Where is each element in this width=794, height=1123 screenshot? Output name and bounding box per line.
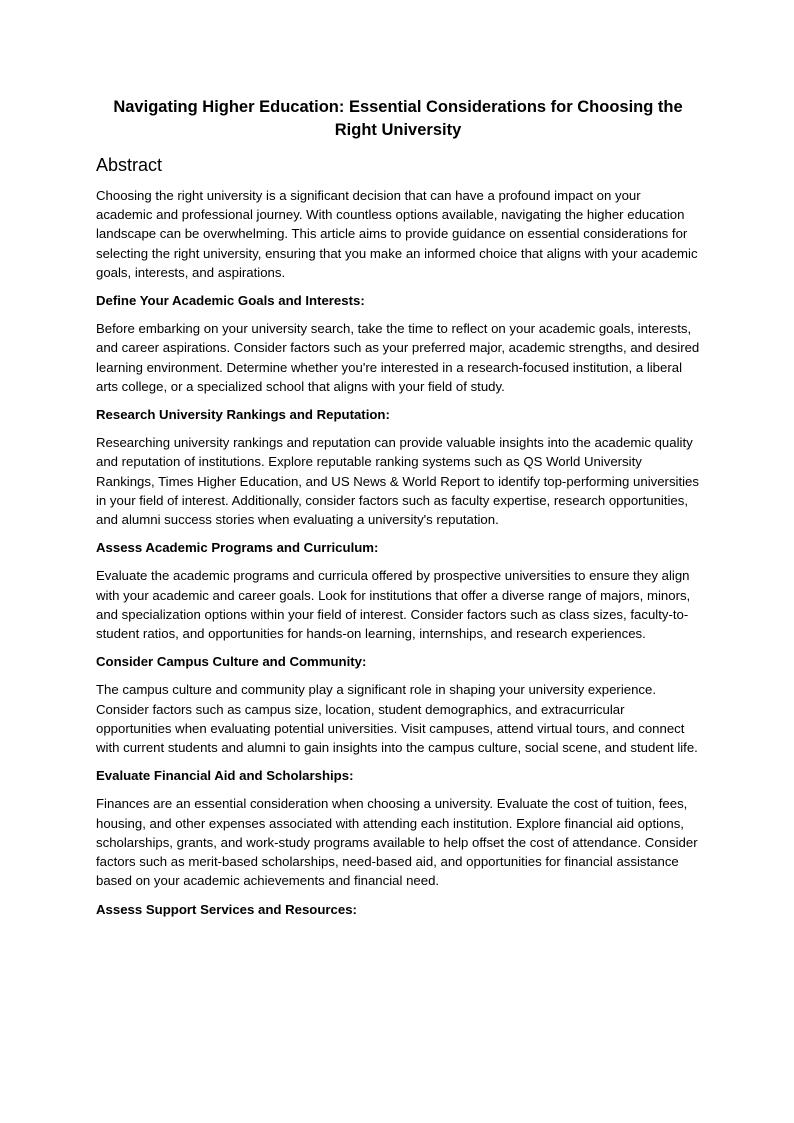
abstract-paragraph: Choosing the right university is a significant decision that can have a profound impact on your academic and professional journey. With countless options available, navigating the higher education landscape can be overwhelming. This article aims to provide guidance on essential considerations for selecting the right university, ensuring that you make an informed choice that aligns with your academic goals, interests, and aspirations. — [96, 188, 698, 280]
abstract-heading: Abstract — [96, 155, 163, 175]
section-heading: Evaluate Financial Aid and Scholarships: — [96, 768, 354, 784]
section-campus-culture — [96, 652, 700, 757]
section-body: Evaluate the academic programs and curricula offered by prospective universities to ensure they align with your academic and career goals. Look for institutions that offer a diverse range of majors, minors, and specialization options within your field of interest. Consider factors such as class sizes, faculty-to-student ratios, and opportunities for hands-on learning, internships, and research experiences. — [96, 568, 691, 642]
section-rankings — [96, 405, 700, 529]
section-financial-aid — [96, 766, 700, 890]
section-heading: Assess Support Services and Resources: — [96, 901, 357, 917]
section-heading: Assess Academic Programs and Curriculum: — [96, 540, 379, 556]
section-body: The campus culture and community play a significant role in shaping your university experience. Consider factors such as campus size, location, student demographics, and extracurricular opportunities when evaluating potential universities. Visit campuses, attend virtual tours, and connect with current students and alumni to gain insights into the campus culture, social scene, and student life. — [96, 682, 698, 756]
section-support-services — [96, 900, 700, 919]
section-body: Finances are an essential consideration when choosing a university. Evaluate the cost of tuition, fees, housing, and other expenses associated with attending each institution. Explore financial aid options, scholarships, grants, and work-study programs available to help offset the cost of attendance. Consider factors such as merit-based scholarships, need-based aid, and opportunities for financial assistance based on your academic achievements and financial need. — [96, 796, 698, 889]
section-academic-goals — [96, 291, 700, 396]
section-programs — [96, 538, 700, 643]
section-heading: Define Your Academic Goals and Interests: — [96, 293, 365, 309]
section-body: Before embarking on your university search, take the time to reflect on your academic goals, interests, and career aspirations. Consider factors such as your preferred major, academic strengths, and desired learning environment. Determine whether you're interested in a research-focused institution, a liberal arts college, or a specialized school that aligns with your field of study. — [96, 321, 700, 394]
section-body: Researching university rankings and reputation can provide valuable insights into the academic quality and reputation of institutions. Explore reputable ranking systems such as QS World University Rankings, Times Higher Education, and US News & World Report to identify top-performing universities in your field of interest. Additionally, consider factors such as faculty expertise, research opportunities, and alumni success stories when evaluating a university's reputation. — [96, 435, 699, 528]
section-heading: Research University Rankings and Reputation: — [96, 407, 390, 423]
section-heading: Consider Campus Culture and Community: — [96, 654, 367, 670]
document-title: Navigating Higher Education: Essential Considerations for Choosing the Right University — [113, 98, 683, 139]
document-page — [96, 96, 700, 928]
